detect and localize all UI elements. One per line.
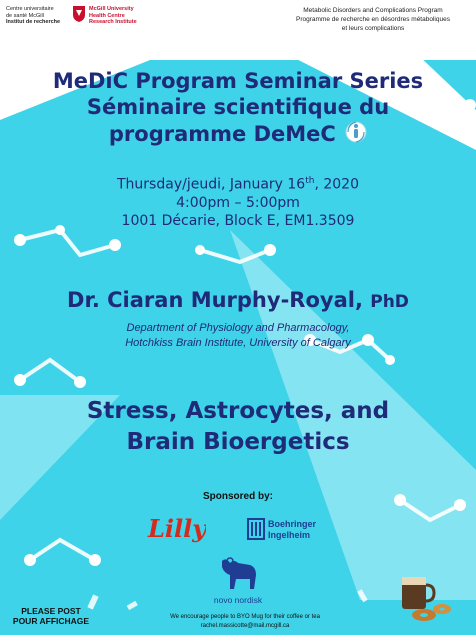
- byo-mug-text: We encourage people to BYO Mug for their coffee or tea: [170, 614, 320, 620]
- coffee-mug-icon: [396, 571, 452, 625]
- affiliation-line2: Hotchkiss Brain Institute, University of Calgary: [125, 337, 351, 349]
- program-header: [278, 6, 468, 33]
- program-line1: Metabolic Disorders and Complications Program: [303, 7, 443, 14]
- boehringer-logo: [246, 516, 346, 546]
- please-post-line2: POUR AFFICHAGE: [12, 616, 90, 626]
- event-date-main: Thursday/jeudi, January 16: [117, 176, 306, 193]
- talk-title: [0, 396, 476, 458]
- contact-email[interactable]: rachel.massicotte@mail.mcgill.ca: [200, 623, 290, 629]
- title-line1: MeDiC Program Seminar Series: [52, 69, 424, 93]
- event-location: 1001 Décarie, Block E, EM1.3509: [121, 212, 355, 229]
- muhc-logo: [6, 6, 66, 26]
- title-line2: Séminaire scientifique du: [86, 95, 390, 119]
- speaker-degree: PhD: [370, 292, 409, 312]
- mcgill-logo-line3: Research Institute: [89, 19, 137, 25]
- boehringer-line1: Boehringer: [268, 519, 317, 529]
- event-details: [0, 172, 476, 230]
- novo-nordisk-logo: [198, 557, 278, 609]
- mcgill-shield-icon: [72, 5, 86, 23]
- event-date: [0, 172, 476, 194]
- byo-mug-note: [100, 613, 390, 631]
- lilly-logo-text: Lilly: [148, 514, 206, 543]
- mcgill-logo-line2: Health Centre: [89, 12, 125, 19]
- talk-title-line2: Brain Bioergetics: [126, 429, 350, 455]
- please-post-line1: PLEASE POST: [21, 606, 81, 616]
- event-time: 4:00pm – 5:00pm: [176, 194, 300, 211]
- please-post-notice: [6, 606, 96, 626]
- event-date-suffix: th: [305, 176, 315, 186]
- person-cycle-icon: [345, 120, 367, 144]
- affiliation-line1: Department of Physiology and Pharmacology,: [126, 322, 350, 334]
- apis-bull-icon: [216, 557, 260, 595]
- program-line3: et leurs complications: [341, 25, 405, 32]
- novo-nordisk-text: novo nordisk: [213, 595, 263, 605]
- lilly-logo: [144, 511, 206, 545]
- speaker-affiliation: [0, 321, 476, 351]
- boehringer-line2: Ingelheim: [268, 530, 311, 540]
- program-line2: Programme de recherche en désordres métaboliques: [296, 16, 450, 23]
- sponsored-by-label: Sponsored by:: [202, 491, 273, 502]
- title-line3: programme DeMeC: [108, 122, 336, 146]
- mcgill-logo-line1: McGill University: [89, 6, 134, 12]
- speaker-name: [0, 287, 476, 315]
- seminar-title: [0, 68, 476, 147]
- muhc-logo-line1: Centre universitaire: [6, 6, 54, 12]
- talk-title-line1: Stress, Astrocytes, and: [86, 398, 390, 424]
- boehringer-building-icon: [246, 516, 266, 542]
- event-date-year: , 2020: [314, 176, 359, 193]
- muhc-logo-line3: Institut de recherche: [6, 19, 61, 25]
- speaker-name-text: Dr. Ciaran Murphy-Royal,: [67, 288, 363, 312]
- muhc-logo-line2: de santé McGill: [6, 12, 44, 19]
